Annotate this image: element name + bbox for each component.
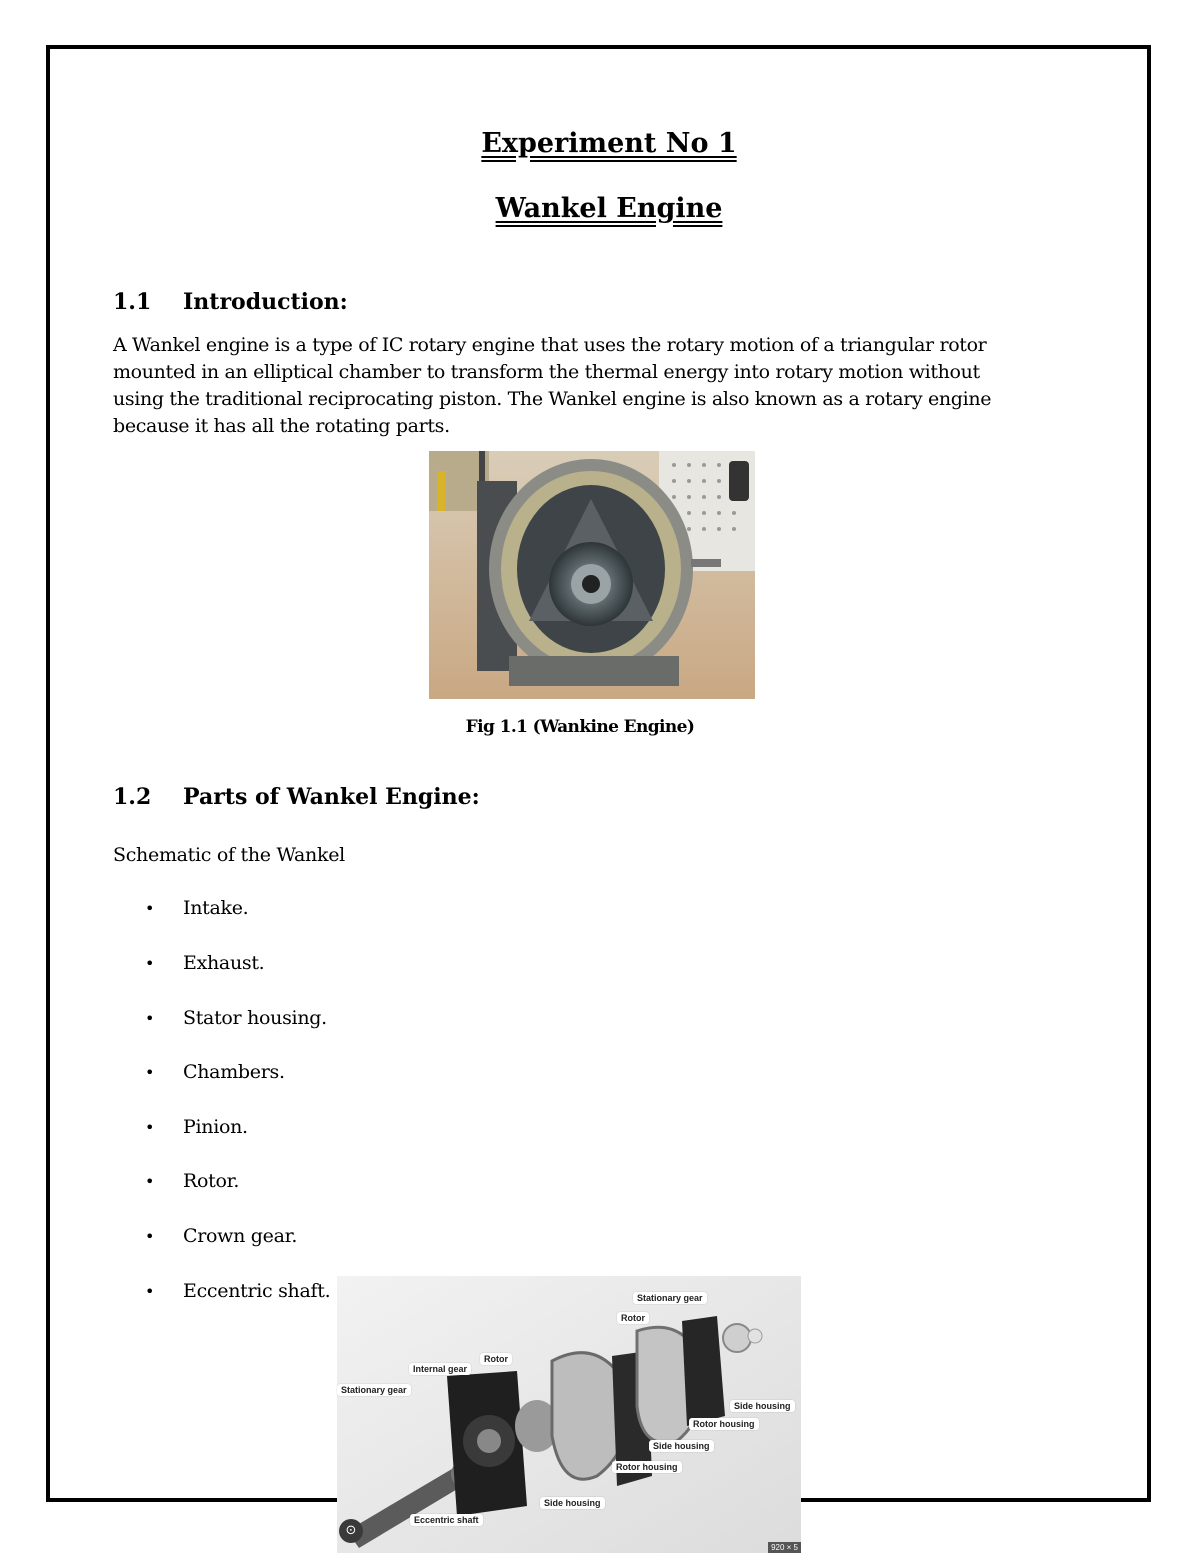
lens-icon[interactable]: ⊙ <box>339 1519 363 1543</box>
introduction-paragraph: A Wankel engine is a type of IC rotary engine that uses the rotary motion of a triangular rotor mounted in an elliptical chamber to transform the thermal energy into rotary motion without using the traditional reciprocating piston. The Wankel engine is also known as a rotary engine because it has all the rotating parts. <box>113 334 992 437</box>
list-item: • Pinion. <box>145 1116 248 1138</box>
list-item: • Intake. <box>145 897 249 919</box>
callout-rotor: Rotor <box>617 1312 649 1324</box>
section-title: Parts of Wankel Engine: <box>183 784 480 810</box>
callout-rotor: Rotor <box>480 1353 512 1365</box>
section-heading-introduction <box>113 289 348 315</box>
list-item: • Eccentric shaft. <box>145 1280 331 1302</box>
bullet-icon: • <box>145 954 155 973</box>
exploded-schematic-image <box>337 1276 801 1553</box>
bullet-icon: • <box>145 1063 155 1082</box>
section-heading-parts <box>113 784 480 810</box>
bullet-icon: • <box>145 899 155 918</box>
bullet-icon: • <box>145 1009 155 1028</box>
callout-rotor-housing: Rotor housing <box>689 1418 759 1430</box>
exploded-view-drawing <box>337 1276 801 1553</box>
bullet-icon: • <box>145 1172 155 1191</box>
section-title: Introduction: <box>183 289 348 315</box>
callout-stationary-gear: Stationary gear <box>633 1292 707 1304</box>
parts-lead-text: Schematic of the Wankel <box>113 844 345 866</box>
image-size-badge: 920 × 5 <box>768 1542 801 1553</box>
wankel-engine-photo <box>429 451 755 699</box>
section-number: 1.2 <box>113 784 152 810</box>
callout-side-housing: Side housing <box>730 1400 795 1412</box>
callout-rotor-housing: Rotor housing <box>612 1461 682 1473</box>
section-number: 1.1 <box>113 289 152 315</box>
callout-internal-gear: Internal gear <box>409 1363 471 1375</box>
document-subtitle: Wankel Engine <box>495 193 723 224</box>
callout-side-housing: Side housing <box>540 1497 605 1509</box>
callout-side-housing: Side housing <box>649 1440 714 1452</box>
document-title: Experiment No 1 <box>481 128 737 159</box>
list-item: • Exhaust. <box>145 952 265 974</box>
figure-caption: Fig 1.1 (Wankine Engine) <box>465 717 695 737</box>
list-item: • Rotor. <box>145 1170 240 1192</box>
bullet-icon: • <box>145 1118 155 1137</box>
list-item: • Crown gear. <box>145 1225 298 1247</box>
callout-stationary-gear: Stationary gear <box>337 1384 411 1396</box>
bullet-icon: • <box>145 1227 155 1246</box>
bullet-icon: • <box>145 1282 155 1301</box>
list-item: • Chambers. <box>145 1061 285 1083</box>
callout-eccentric-shaft: Eccentric shaft <box>410 1514 483 1526</box>
list-item: • Stator housing. <box>145 1007 327 1029</box>
